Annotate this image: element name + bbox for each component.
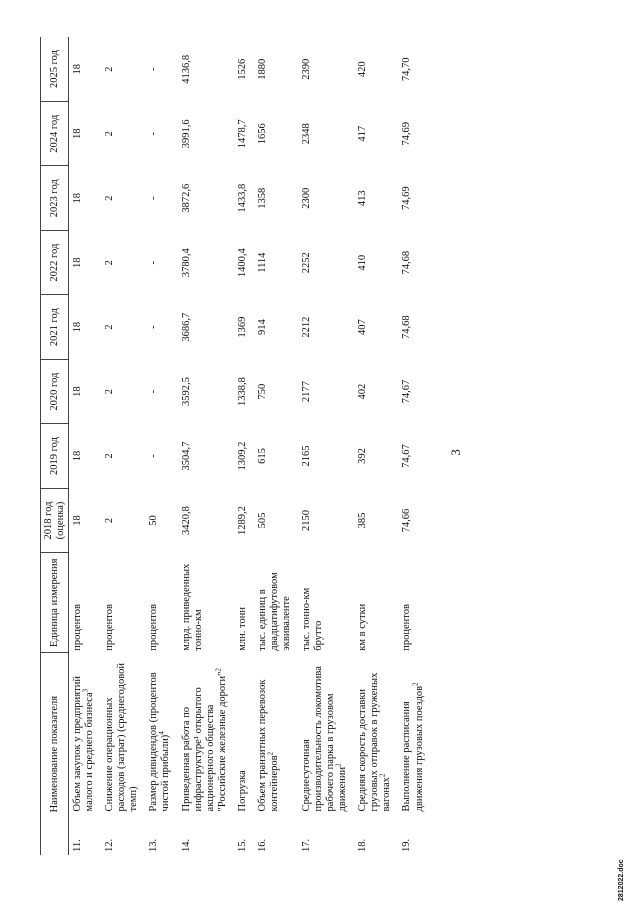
value-cell: 2 (104, 388, 116, 395)
value-cell: 2300 (301, 187, 313, 209)
unit-cell: млрд. приведенных тонно-км (180, 563, 204, 651)
unit-cell: тыс. тонно-км брутто (301, 587, 325, 651)
value-cell: 18 (72, 192, 84, 204)
value-cell: 417 (357, 125, 369, 142)
row-number: 12. (104, 838, 116, 852)
value-cell: 2165 (301, 445, 313, 467)
row-number: 18. (357, 838, 369, 852)
value-cell: 1478,7 (236, 119, 248, 149)
value-cell: 2177 (301, 381, 313, 403)
indicator-name-cell (354, 653, 398, 820)
value-cell: - (148, 389, 160, 394)
row-number: 17. (301, 838, 313, 852)
indicator-name: Среднесуточная производительность локомотива рабочего парка в грузовом движении (301, 666, 349, 812)
value-cell: 3686,7 (180, 312, 192, 342)
indicator-name: Выполнение расписания движения грузовых поездов (401, 685, 425, 812)
table-row (101, 37, 145, 855)
table-row (178, 37, 234, 855)
footnote-mark: 4 (157, 731, 166, 735)
value-cell: - (148, 196, 160, 200)
value-cell: 1369 (236, 316, 248, 338)
indicator-name: Снижение операционных расходов (затрат) (среднегодовой темп) (104, 663, 140, 812)
value-cell: 1114 (256, 252, 268, 273)
table-header-row (41, 37, 69, 855)
value-cell: 3991,6 (180, 119, 192, 149)
indicator-name-cell (145, 653, 177, 820)
value-cell: 2 (104, 453, 116, 459)
value-cell: - (148, 325, 160, 329)
value-cell: 18 (72, 386, 84, 397)
value-cell: 74,68 (401, 315, 413, 339)
footnote-mark: 2 (411, 682, 420, 686)
unit-cell: процентов (148, 604, 160, 651)
value-cell: 407 (357, 319, 369, 336)
indicator-name-cell (234, 653, 254, 820)
value-cell: 3872,6 (180, 183, 192, 213)
value-cell: 1400,4 (236, 248, 248, 278)
value-cell: 2348 (301, 123, 313, 145)
unit-cell: процентов (72, 604, 84, 651)
value-cell: 1309,2 (236, 441, 248, 471)
value-cell: - (148, 260, 160, 265)
value-cell: 402 (357, 383, 369, 400)
value-cell: 74,67 (401, 444, 413, 468)
value-cell: 914 (256, 319, 268, 336)
header-year: 2019 год (41, 424, 69, 488)
value-cell: 18 (72, 128, 84, 140)
unit-cell: млн. тонн (236, 607, 248, 651)
row-number: 13. (148, 838, 160, 852)
indicators-table (40, 37, 431, 855)
value-cell: 2390 (301, 58, 313, 80)
value-cell: 2 (104, 517, 116, 524)
row-number: 11. (72, 839, 84, 852)
value-cell: 2150 (301, 510, 313, 531)
table-row (398, 37, 430, 855)
header-year: 2021 год (41, 295, 69, 359)
value-cell: - (148, 67, 160, 72)
indicator-name-cell (69, 653, 102, 820)
page-number: 3 (448, 449, 463, 456)
value-cell: 74,69 (401, 186, 413, 211)
value-cell: 413 (357, 190, 369, 207)
value-cell: 18 (72, 515, 84, 526)
footnote-mark: 2 (334, 763, 343, 767)
value-cell: 3504,7 (180, 441, 192, 471)
indicator-name: Размер дивидендов (процентов чистой прибыли) (148, 672, 172, 812)
value-cell: 392 (357, 448, 369, 464)
unit-cell: тыс. единиц в двадцатифутовом эквиваленте (256, 572, 292, 651)
indicator-name: Приведенная работа по инфраструктуре¹ открытого акционерного общества "Российские железные дороги" (180, 671, 228, 812)
table-row (254, 37, 298, 855)
row-number: 14. (180, 838, 192, 852)
value-cell: 18 (72, 257, 84, 268)
document-code: 2812022.doc (618, 859, 625, 901)
value-cell: 3780,4 (180, 248, 192, 278)
value-cell: 18 (72, 321, 84, 333)
value-cell: 750 (256, 383, 268, 400)
indicator-name-cell (101, 653, 145, 820)
table-row (354, 37, 398, 855)
value-cell: 1338,8 (236, 377, 248, 407)
table-row (69, 37, 102, 855)
value-cell: 410 (357, 254, 369, 271)
value-cell: - (148, 132, 160, 136)
value-cell: 1358 (256, 187, 268, 209)
value-cell: 18 (72, 64, 84, 75)
value-cell: 2 (104, 66, 116, 72)
header-indicator-name: Наименование показателя (41, 653, 69, 855)
table-row (234, 37, 254, 855)
row-number: 15. (236, 838, 248, 852)
row-number: 19. (401, 838, 413, 852)
unit-cell: процентов (104, 604, 116, 651)
value-cell: 2 (104, 260, 116, 266)
value-cell: 74,67 (401, 379, 413, 404)
value-cell: 2 (104, 324, 116, 330)
value-cell: 74,70 (401, 57, 413, 82)
value-cell: 18 (72, 450, 84, 462)
value-cell: 615 (256, 448, 268, 464)
value-cell: 420 (357, 61, 369, 78)
header-year: 2022 год (41, 230, 69, 294)
value-cell: - (148, 454, 160, 458)
header-year: 2024 год (41, 102, 69, 166)
value-cell: 1289,2 (236, 506, 248, 535)
footnote-mark: 3 (81, 688, 90, 693)
indicator-name: Объем закупок у предприятий малого и среднего бизнеса (72, 676, 96, 812)
value-cell: 50 (148, 515, 160, 526)
value-cell: 74,69 (401, 121, 413, 146)
footnote-mark: 2 (266, 751, 275, 756)
indicator-name-cell (298, 653, 354, 820)
header-unit: Единица измерения (41, 553, 69, 653)
indicator-name: Объем транзитных перевозок контейнеров (256, 679, 280, 812)
value-cell: 74,66 (401, 508, 413, 533)
footnote-mark: 2 (214, 668, 223, 672)
indicator-name-cell (398, 653, 430, 820)
header-year: 2023 год (41, 166, 69, 230)
value-cell: 1433,8 (236, 183, 248, 213)
row-number: 16. (256, 838, 268, 852)
header-year: 2025 год (41, 37, 69, 102)
value-cell: 505 (256, 512, 268, 529)
header-year: 2018 год (оценка) (41, 488, 69, 552)
value-cell: 1526 (236, 58, 248, 80)
value-cell: 385 (357, 512, 369, 529)
header-year: 2020 год (41, 359, 69, 423)
unit-cell: процентов (401, 604, 413, 651)
table-row (298, 37, 354, 855)
unit-cell: км в сутки (357, 603, 369, 651)
indicator-name-cell (254, 653, 298, 820)
value-cell: 3592,5 (180, 377, 192, 407)
value-cell: 2252 (301, 252, 313, 274)
value-cell: 2 (104, 131, 116, 137)
table-row (145, 37, 177, 855)
value-cell: 2 (104, 195, 116, 201)
indicator-name: Погрузка (236, 770, 248, 812)
value-cell: 3420,8 (180, 506, 192, 535)
value-cell: 74,68 (401, 250, 413, 275)
footnote-mark: 2 (378, 773, 387, 778)
value-cell: 2212 (301, 316, 313, 338)
value-cell: 1880 (256, 58, 268, 80)
indicator-name-cell (178, 653, 234, 820)
value-cell: 1656 (256, 123, 268, 145)
indicator-name: Средняя скорость доставки грузовых отправок в груженых вагонах (357, 672, 393, 812)
value-cell: 4136,8 (180, 54, 192, 84)
